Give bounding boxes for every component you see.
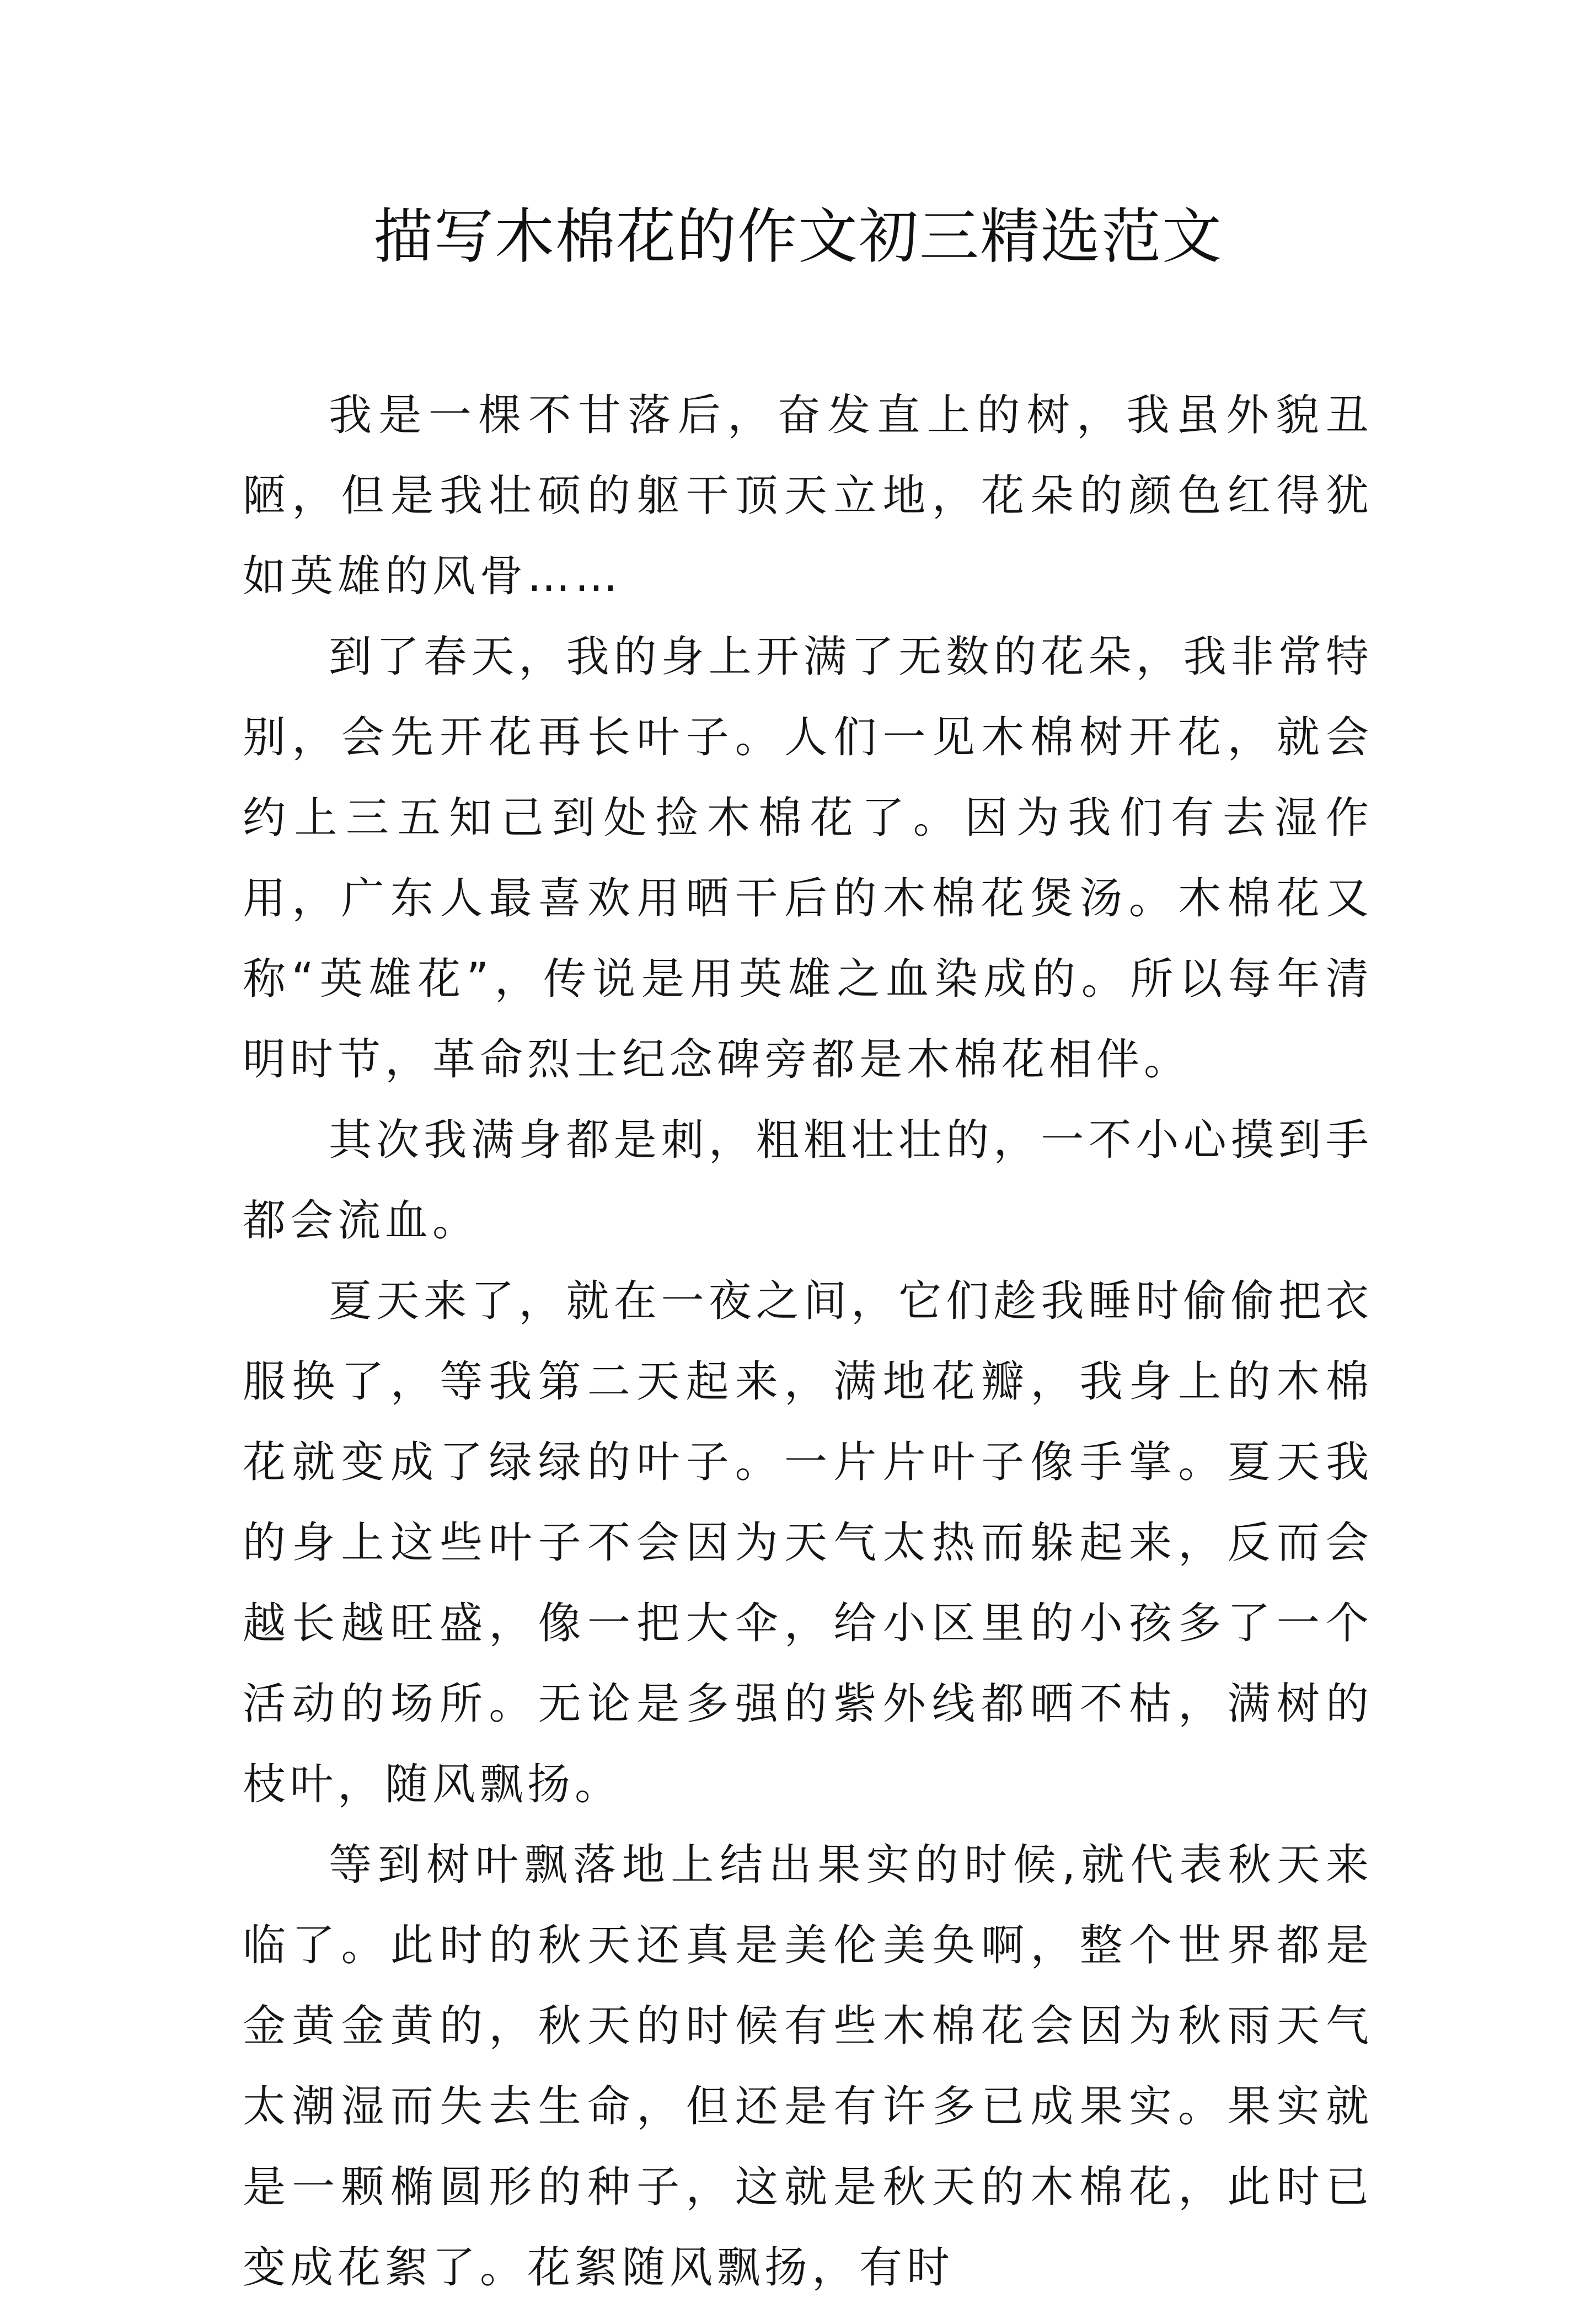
paragraph-2: 到了春天，我的身上开满了无数的花朵，我非常特别，会先开花再长叶子。人们一见木棉树开花，就会约上三五知己到处捡木棉花了。因为我们有去湿作用，广东人最喜欢用晒干后的木棉花煲汤。木棉花又称“英雄花”，传说是用英雄之血染成的。所以每年清明时节，革命烈士纪念碑旁都是木棉花相伴。 [243,632,1373,1084]
document-body [243,375,1373,2308]
document-title: 描写木棉花的作文初三精选范文 [373,202,1223,271]
paragraph-5: 等到树叶飘落地上结出果实的时候,就代表秋天来临了。此时的秋天还真是美伦美奂啊，整个世界都是金黄金黄的，秋天的时候有些木棉花会因为秋雨天气太潮湿而失去生命，但还是有许多已成果实。果实就是一颗椭圆形的种子，这就是秋天的木棉花，此时已变成花絮了。花絮随风飘扬，有时 [243,1840,1373,2293]
paragraph-1: 我是一棵不甘落后，奋发直上的树，我虽外貌丑陋，但是我壮硕的躯干顶天立地，花朵的颜色红得犹如英雄的风骨…… [243,391,1373,601]
paragraph-3: 其次我满身都是刺，粗粗壮壮的，一不小心摸到手都会流血。 [243,1115,1373,1246]
paragraph-4: 夏天来了，就在一夜之间，它们趁我睡时偷偷把衣服换了，等我第二天起来，满地花瓣，我身上的木棉花就变成了绿绿的叶子。一片片叶子像手掌。夏天我的身上这些叶子不会因为天气太热而躲起来，反而会越长越旺盛，像一把大伞，给小区里的小孩多了一个活动的场所。无论是多强的紫外线都晒不枯，满树的枝叶，随风飘扬。 [243,1276,1373,1809]
